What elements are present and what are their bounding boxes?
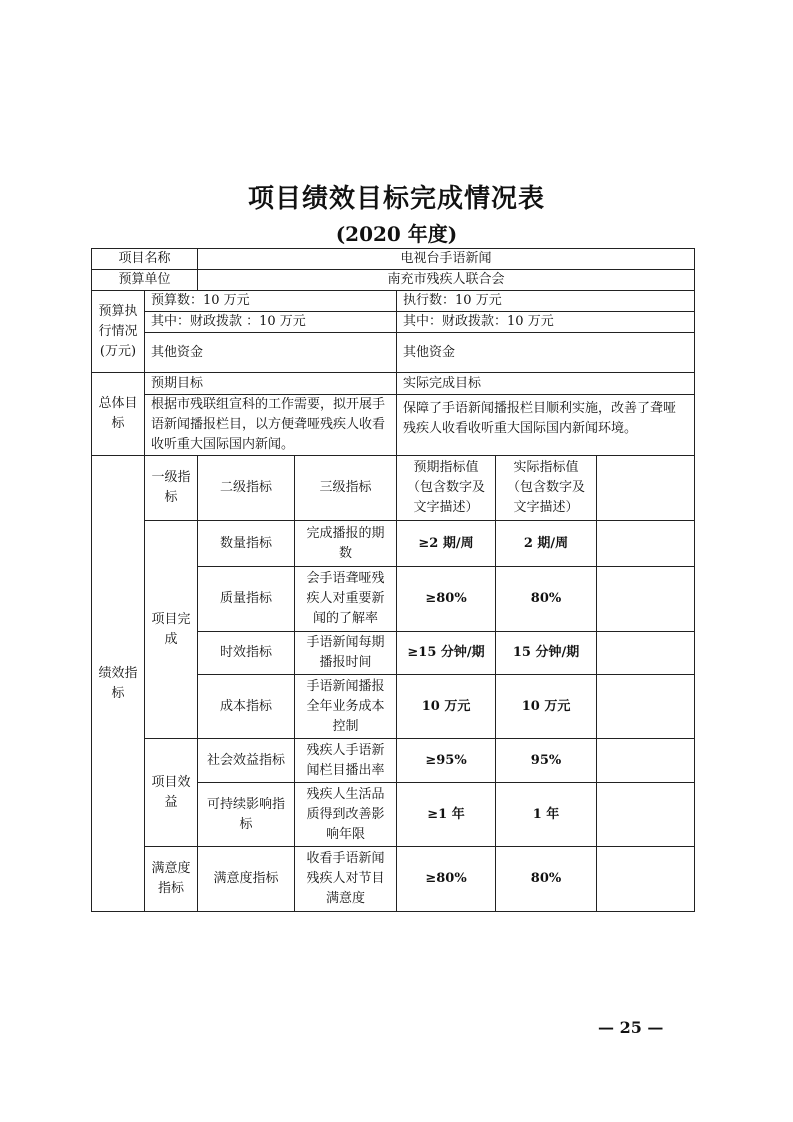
budget-execution-label: 预算执行情况(万元)	[92, 291, 145, 373]
actual-value-cell: 15 分钟/期	[496, 632, 597, 675]
level3-cell: 残疾人手语新闻栏目播出率	[295, 739, 397, 783]
table-row	[92, 312, 695, 333]
level3-cell: 收看手语新闻残疾人对节目满意度	[295, 847, 397, 912]
expected-value-header: 预期指标值（包含数字及文字描述）	[397, 456, 496, 521]
level2-cell: 可持续影响指标	[198, 783, 295, 847]
expected-value-cell: ≥80%	[397, 567, 496, 632]
level2-cell: 数量指标	[198, 521, 295, 567]
expected-value-cell: ≥2 期/周	[397, 521, 496, 567]
actual-value-cell: 80%	[496, 567, 597, 632]
expected-value-cell: ≥15 分钟/期	[397, 632, 496, 675]
actual-value-cell: 80%	[496, 847, 597, 912]
expected-goal-text: 根据市残联组宣科的工作需要，拟开展手语新闻播报栏目，以方便聋哑残疾人收看收听重大国际国内新闻。	[145, 395, 397, 456]
actual-value-cell: 2 期/周	[496, 521, 597, 567]
table-row	[92, 521, 695, 567]
expected-value-cell: ≥95%	[397, 739, 496, 783]
blank-cell	[597, 739, 695, 783]
level3-cell: 手语新闻播报全年业务成本控制	[295, 675, 397, 739]
table-row	[92, 373, 695, 395]
actual-value-cell: 10 万元	[496, 675, 597, 739]
actual-value-cell: 1 年	[496, 783, 597, 847]
level2-cell: 质量指标	[198, 567, 295, 632]
page-number: — 25 —	[598, 1018, 664, 1037]
executed-amount: 执行数：10 万元	[397, 291, 695, 312]
level2-cell: 时效指标	[198, 632, 295, 675]
table-row	[92, 249, 695, 270]
budget-unit-label: 预算单位	[92, 270, 198, 291]
actual-goal-header: 实际完成目标	[397, 373, 695, 395]
level3-cell: 完成播报的期数	[295, 521, 397, 567]
executed-fiscal: 其中：财政拨款：10 万元	[397, 312, 695, 333]
group-effect: 项目效益	[145, 739, 198, 847]
table-row	[92, 456, 695, 521]
blank-cell	[597, 567, 695, 632]
level3-header: 三级指标	[295, 456, 397, 521]
budget-amount: 预算数：10 万元	[145, 291, 397, 312]
expected-goal-header: 预期目标	[145, 373, 397, 395]
group-satisfaction: 满意度指标	[145, 847, 198, 912]
indicators-label: 绩效指标	[92, 456, 145, 912]
table-row	[92, 333, 695, 373]
page-title: 项目绩效目标完成情况表	[247, 184, 545, 214]
level2-cell: 满意度指标	[198, 847, 295, 912]
level2-cell: 社会效益指标	[198, 739, 295, 783]
table-row	[92, 739, 695, 783]
project-name-value: 电视台手语新闻	[198, 249, 695, 270]
blank-cell	[597, 521, 695, 567]
actual-goal-text: 保障了手语新闻播报栏目顺利实施，改善了聋哑残疾人收看收听重大国际国内新闻环境。	[397, 395, 695, 456]
performance-table	[91, 248, 695, 912]
level2-cell: 成本指标	[198, 675, 295, 739]
level3-cell: 手语新闻每期播报时间	[295, 632, 397, 675]
expected-value-cell: 10 万元	[397, 675, 496, 739]
blank-cell	[597, 847, 695, 912]
table-row	[92, 395, 695, 456]
blank-cell	[597, 456, 695, 521]
level1-header: 一级指标	[145, 456, 198, 521]
budget-fiscal: 其中：财政拨款 ：10 万元	[145, 312, 397, 333]
expected-value-cell: ≥80%	[397, 847, 496, 912]
blank-cell	[597, 675, 695, 739]
page-subtitle: (2020 年度)	[335, 222, 458, 246]
level3-cell: 残疾人生活品质得到改善影响年限	[295, 783, 397, 847]
level2-header: 二级指标	[198, 456, 295, 521]
actual-value-header: 实际指标值（包含数字及文字描述）	[496, 456, 597, 521]
table-row	[92, 847, 695, 912]
actual-value-cell: 95%	[496, 739, 597, 783]
executed-other-funds: 其他资金	[397, 333, 695, 373]
table-row	[92, 270, 695, 291]
blank-cell	[597, 783, 695, 847]
table-row	[92, 291, 695, 312]
group-output: 项目完成	[145, 521, 198, 739]
blank-cell	[597, 632, 695, 675]
budget-other-funds: 其他资金	[145, 333, 397, 373]
budget-unit-value: 南充市残疾人联合会	[198, 270, 695, 291]
overall-goal-label: 总体目标	[92, 373, 145, 456]
level3-cell: 会手语聋哑残疾人对重要新闻的了解率	[295, 567, 397, 632]
expected-value-cell: ≥1 年	[397, 783, 496, 847]
project-name-label: 项目名称	[92, 249, 198, 270]
